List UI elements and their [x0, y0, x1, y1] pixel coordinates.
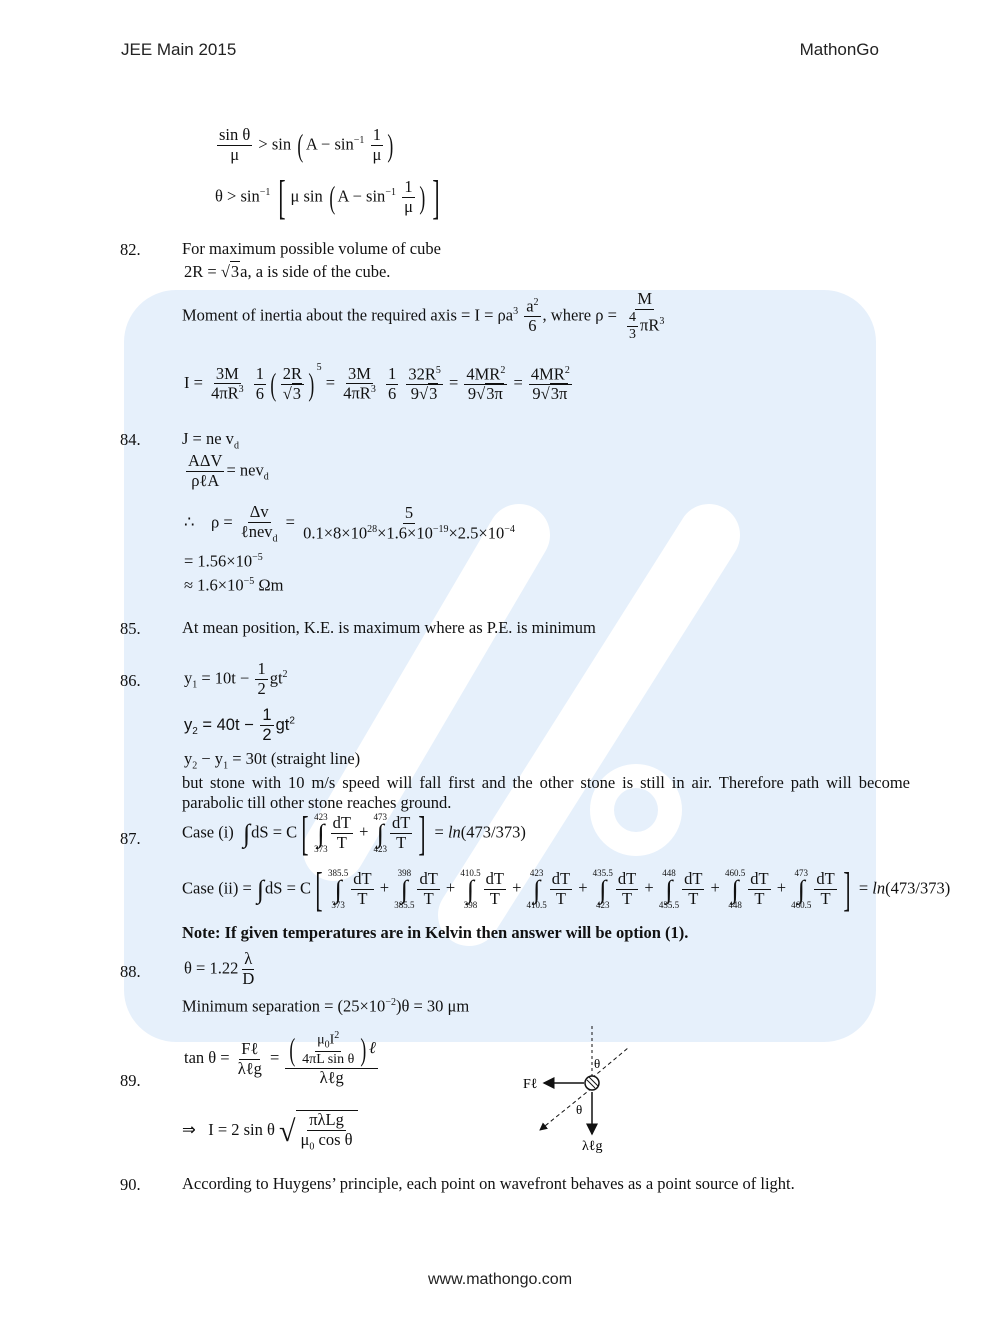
q82-moi-label: Moment of inertia about the required axis = I = [182, 305, 498, 325]
integral: 460.5 ∫ 448 [724, 867, 746, 911]
q90-text: According to Huygens’ principle, each point on wavefront behaves as a point source of light. [182, 1174, 795, 1193]
dt-over-t: $\frac{dT}{T}$ [332, 813, 351, 853]
integral-upper-limit: 435.5 [592, 867, 613, 878]
q81-asin2: A − sin [337, 186, 386, 206]
q82-where: , where ρ = [542, 305, 622, 325]
q86-y3-mid: − y [197, 749, 224, 768]
integral-lower-limit: 423 [596, 900, 610, 911]
integral-lower-limit: 423 [373, 844, 388, 855]
plus-sign: + [640, 878, 658, 898]
q87-eq2: = [858, 878, 873, 898]
integral: 398 ∫ 385.5 [394, 867, 415, 911]
q82-f4n: 3M [348, 363, 371, 383]
q87-ln1: ln [447, 822, 461, 842]
q87-case1-label: Case (i) [182, 822, 234, 842]
q84-fb-d3: ×2.5×10 [448, 523, 505, 543]
q81-gt-sin: > sin [258, 134, 292, 154]
integral-lower-limit: 435.5 [658, 900, 680, 911]
q88-result: )θ = 30 μm [395, 996, 470, 1016]
q89-implies: ⇒ [182, 1120, 196, 1140]
q86-paragraph: but stone with 10 m/s speed will fall first and the other stone is still in air. Therefore path will become parabolic till other stone reaches ground. [182, 773, 910, 812]
q89-i2: I [329, 1032, 335, 1048]
header-left: JEE Main 2015 [121, 40, 237, 59]
q86-number: 86. [120, 671, 141, 690]
plus-sign: + [441, 878, 460, 898]
q82-f7n: 4MR [466, 364, 501, 383]
q89-f1n: Fℓ [241, 1038, 259, 1058]
integral-lower-limit: 398 [463, 900, 478, 911]
q81-musin: μ sin [290, 186, 323, 206]
integral: 448 ∫ 435.5 [658, 867, 680, 911]
q86-y1-sym: y [184, 668, 193, 688]
q81-line2: $\theta > \sin^{-1}$ [ μ sin ( $A - \sin^{-1}$ $\frac{1}{\mu}$ ) ] [215, 171, 440, 224]
integral-upper-limit: 398 [397, 867, 412, 878]
q86-y3-sym: y [184, 749, 193, 768]
q89-resultant-arrow [540, 1088, 592, 1130]
q84-j: J = ne v [182, 429, 234, 448]
q87-eq1: = [434, 822, 448, 842]
q86-y2-g: gt [275, 715, 290, 734]
dt-over-t: $\frac{dT}{T}$ [485, 869, 504, 909]
q84-fb-n: 5 [404, 503, 414, 523]
q89-ell: ℓ [368, 1037, 376, 1057]
q88-theta: θ = 1.22 [184, 958, 239, 978]
q84-line3: ∴ ρ = $\frac{\Delta v}{\ell nev_d}$ = $\frac{5}{0.1\times 8\times 10^{28}\times 1.6\times 10^{-19}\times 2.5\times 10^{-4}}$ [184, 502, 515, 545]
q82-f1n: 3M [215, 363, 239, 383]
q84-l2d: ρℓA [191, 470, 220, 490]
q82-f5d: 6 [387, 383, 397, 403]
q84-number: 84. [120, 430, 141, 449]
q87-ds1: dS = C [251, 822, 298, 842]
footer-url: www.mathongo.com [427, 1271, 573, 1288]
integral-upper-limit: 460.5 [724, 867, 746, 878]
q88-line1 [184, 950, 258, 989]
dt-over-t: $\frac{dT}{T}$ [750, 869, 769, 909]
q89-tan: tan θ = $\frac{\text{Fℓ}}{\text{λℓg}}$ = ( $\frac{\mu_0I^2}{\text{4πL sin θ}}$ ) ℓ λℓg [184, 1030, 376, 1088]
q89-fig-theta1: θ [594, 1056, 601, 1071]
q87-note: Note: If given temperatures are in Kelvin then answer will be option (1). [182, 923, 689, 942]
q86-y1-g: gt [269, 668, 283, 688]
integral-lower-limit: 460.5 [791, 900, 812, 911]
q87-case2: Case (ii) = ∫ dS = C[ 385.5 ∫ 373 $\frac{dT}{T}$ + 398 ∫ 385.5 $\frac{dT}{T}$ + 410.5 ∫ 398 $\frac{dT}{T}$ + 423 ∫ 410.5 $\frac{dT}{T}$ + 435.5 ∫ 423 $\frac{dT}{T}$ + 448 ∫ 435.5 $\frac{dT}{T}$ + 460.5 ∫ 448 $\frac{dT}{T}$ + 473 ∫ 460.5 $\frac{dT}{T}$ ] = ln(473/373) [182, 863, 951, 916]
q82-line1: For maximum possible volume of cube [182, 239, 441, 258]
q84-fb-d2: ×1.6×10 [377, 523, 433, 543]
q87-case1: Case (i) ∫ dS = C[ 423 ∫ 373 $\frac{dT}{T}$ + 473 ∫ 423 $\frac{dT}{T}$ ] = ln(473/373) [182, 807, 526, 860]
dt-over-t: $\frac{dT}{T}$ [551, 869, 571, 909]
q89-mu0: μ [317, 1032, 325, 1048]
q82-line2: 2R = √3a, a is side of the cube. [184, 262, 391, 281]
q82-f7d: 9 [467, 383, 477, 403]
q88-number: 88. [120, 962, 141, 981]
q89-sq-cos: cos θ [314, 1129, 353, 1149]
integral-lower-limit: 448 [728, 900, 742, 911]
q82-f8d: 9 [532, 383, 541, 403]
q85-number: 85. [120, 619, 141, 638]
q90-number: 90. [120, 1175, 141, 1194]
q86-half-d2: 2 [262, 725, 272, 744]
q82-f5n: 1 [387, 363, 397, 383]
q86-y2: $y_2 = 40t$ − $\frac{1}{2}$ $gt^2$ [184, 706, 295, 744]
q88-d: D [242, 968, 255, 988]
q81-frac-den: μ [230, 144, 240, 164]
q84-r2u: Ωm [254, 575, 284, 595]
q87-lnarg1: (473/373) [460, 822, 526, 842]
q84-r1: = 1.56×10 [184, 551, 253, 571]
q82-f6d: 9 [410, 383, 420, 403]
q82-f3d: 3 [292, 383, 301, 403]
q81-one: 1 [372, 125, 382, 144]
q84-therefore: ∴ [184, 512, 195, 532]
q82-f2n: 1 [255, 363, 265, 383]
q89-in-d: 4πL sin θ [302, 1051, 355, 1067]
dt-over-t: $\frac{dT}{T}$ [419, 869, 438, 909]
q84-l2r: = nev [226, 460, 264, 480]
q84-line4: = $1.56\times 10^{-5}$ [184, 551, 263, 571]
q82-number: 82. [120, 240, 141, 259]
q84-line1: J = ne $v_d$ [182, 429, 239, 452]
integral-upper-limit: 410.5 [460, 867, 481, 878]
plus-sign: + [354, 822, 373, 842]
q81-mu: μ [372, 144, 382, 164]
q89-number: 89. [120, 1071, 141, 1090]
q84-line2: $\frac{\text{AΔV}}{\text{ρℓA}}$ = nev$_d$ [188, 451, 269, 490]
q88-val: (25×10 [337, 996, 386, 1016]
integral: 385.5 ∫ 373 [328, 867, 349, 911]
q84-line5: ≈ $1.6\times 10^{-5}$ Ωm [184, 575, 284, 595]
q82-side: a, a is side of the cube. [240, 262, 391, 281]
q82-pir: πR [640, 315, 660, 335]
integral: 473 ∫ 460.5 [791, 867, 812, 911]
q82-f6d2: 3 [429, 383, 438, 403]
q87-ln2: ln [872, 878, 886, 898]
q88-line2: Minimum separation = $(25\times 10^{-2})\theta = 30$ μm [182, 996, 470, 1016]
plus-sign: + [507, 878, 526, 898]
q82-f8d2: 3π [550, 383, 568, 403]
q89-figure [510, 1022, 650, 1162]
q82-sqrt3: 3 [230, 262, 240, 281]
q82-a: a [526, 296, 534, 316]
q81-one2: 1 [404, 177, 413, 197]
q84-fa-n: Δv [249, 502, 269, 521]
plus-sign: + [772, 878, 791, 898]
header-right: MathonGo [799, 40, 879, 59]
q82-f7d2: 3π [486, 383, 503, 403]
q86-y2-rhs: = 40t − [197, 715, 254, 734]
q81-frac-num: sin θ [219, 125, 251, 144]
q86-half-d: 2 [257, 678, 266, 698]
q82-three: 3 [629, 327, 637, 343]
q82-2r: 2R = [184, 262, 221, 281]
q88-lambda: λ [244, 949, 253, 968]
q82-six: 6 [528, 316, 537, 336]
plus-sign: + [375, 878, 394, 898]
q84-l2n: AΔV [188, 451, 223, 470]
q82-f4d: 4πR [343, 383, 371, 403]
q82-moi: Moment of inertia about the required axis = $I = \rho a^3$ $\frac{a^2}{6}$ , where ρ = M $\frac{4}{3}$ $\pi R^3$ [182, 289, 665, 343]
q82-four: 4 [627, 310, 638, 327]
q89-fig-fl: Fℓ [523, 1077, 538, 1092]
dt-over-t: $\frac{dT}{T}$ [816, 869, 835, 909]
q89-wire-circle [585, 1076, 599, 1090]
q87-lnarg2: (473/373) [885, 878, 951, 898]
q86-half-n: 1 [257, 659, 266, 678]
q82-f6n: 32R [408, 364, 436, 383]
q82-f2d: 6 [255, 383, 265, 403]
integral: 423 ∫ 410.5 [526, 867, 547, 911]
q82-f3n: 2R [282, 363, 302, 383]
q82-f8n: 4MR [530, 364, 565, 383]
q89-fig-theta2: θ [576, 1102, 583, 1117]
dt-over-t: $\frac{dT}{T}$ [392, 813, 411, 853]
q86-y3-rhs: = 30t (straight line) [228, 749, 361, 768]
q89-fig-lg: λℓg [582, 1139, 603, 1154]
integral-lower-limit: 385.5 [394, 900, 415, 911]
integral-upper-limit: 473 [373, 811, 388, 822]
q86-half-n2: 1 [262, 706, 272, 724]
q89-sq-mu: μ [300, 1129, 310, 1149]
q89-tan-label: tan θ = [184, 1047, 234, 1067]
dt-over-t: $\frac{dT}{T}$ [684, 869, 703, 909]
q89-f2d: λℓg [319, 1068, 344, 1088]
q82-rho-a: ρa [497, 305, 514, 325]
q89-result: ⇒ I = 2 sin θ √ $\frac{\text{πλLg}}{\mu_0 \cos \theta}$ [182, 1110, 358, 1153]
q84-r2: ≈ 1.6×10 [184, 575, 244, 595]
q89-sq-n: πλLg [309, 1110, 344, 1129]
q86-y3: $y_2 - y_1 = 30t$ (straight line) [184, 749, 361, 772]
q84-rho: ρ = [211, 512, 237, 532]
dt-over-t: $\frac{dT}{T}$ [617, 869, 637, 909]
integral: 410.5 ∫ 398 [460, 867, 481, 911]
q84-fa-d: ℓnev [240, 521, 273, 541]
q81-line1: $\frac{\text{sin θ}}{\mu}$ > sin ( $A - \sin^{-1}$ $\frac{1}{\mu}$ ) [219, 125, 394, 164]
q88-minsep: Minimum separation = [182, 996, 338, 1016]
q82-i-eq: I = $\frac{3M}{4\pi R^3}$ $\frac{1}{6}$ ( $\frac{2R}{√3}$ ) $^5$ = $\frac{3M}{4\pi R^3}$ $\frac{1}{6}$ $\frac{32R^5}{9√3}$ = $\frac{4MR^2}{9√3\pi}$ = $\frac{4MR^2}{9√3\pi}$ [184, 362, 570, 403]
q86-y2-sym: y [184, 715, 193, 734]
q81-asin: A − sin [305, 134, 354, 154]
q82-i: I = [184, 373, 208, 392]
integral-lower-limit: 373 [331, 900, 345, 911]
q86-y1: $y_1 = 10t$ − $\frac{1}{2}$ $gt^2$ [184, 659, 288, 698]
integral-upper-limit: 385.5 [328, 867, 349, 878]
integral-lower-limit: 373 [314, 844, 328, 855]
q82-rho-num: M [637, 289, 653, 308]
integral: 473 ∫ 423 [373, 811, 388, 855]
q89-f1d: λℓg [237, 1058, 262, 1078]
integral-lower-limit: 410.5 [526, 900, 547, 911]
q86-y1-rhs: = 10t − [197, 668, 250, 688]
integral-upper-limit: 473 [794, 867, 808, 878]
q89-i-eq: I = 2 sin θ [208, 1120, 275, 1140]
plus-sign: + [706, 878, 724, 898]
q87-case2-label: Case (ii) = [182, 878, 252, 898]
q84-fb-d: 0.1×8×10 [303, 523, 368, 543]
integral-upper-limit: 448 [662, 867, 676, 878]
q82-f1d: 4πR [211, 383, 239, 403]
integral-upper-limit: 423 [314, 811, 328, 822]
q87-ds2: dS = C [265, 878, 312, 898]
q87-number: 87. [120, 829, 141, 848]
q81-mu2: μ [404, 197, 413, 217]
q81-theta-gt: θ > sin [215, 186, 260, 206]
integral: 423 ∫ 373 [314, 811, 328, 855]
dt-over-t: $\frac{dT}{T}$ [353, 869, 372, 909]
integral-upper-limit: 423 [529, 867, 544, 878]
integral: 435.5 ∫ 423 [592, 867, 613, 911]
q85-text: At mean position, K.E. is maximum where as P.E. is minimum [182, 618, 596, 637]
plus-sign: + [574, 878, 592, 898]
